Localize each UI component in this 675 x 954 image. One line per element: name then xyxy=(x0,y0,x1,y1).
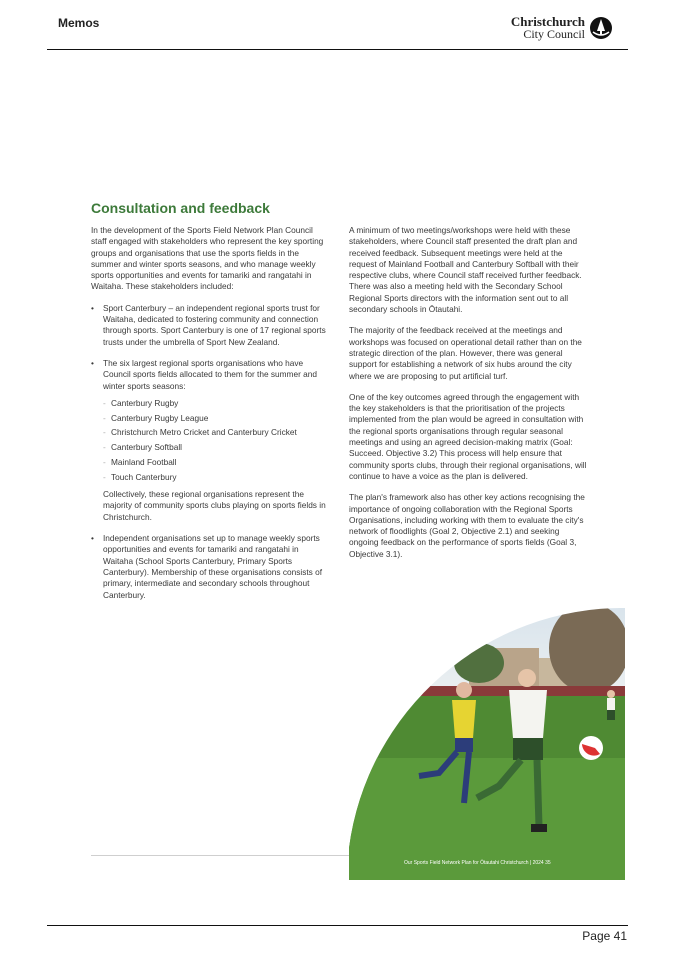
stakeholder-list xyxy=(91,303,326,601)
memo-header-title: Memos xyxy=(58,16,100,30)
footer-page-rule xyxy=(47,925,628,926)
bullet-text: Sport Canterbury – an independent regional sports trust for Waitaha, dedicated to fostering community and connection through sports. Sport Canterbury is one of 17 regional sports trusts under the umbrella of Sport New Zealand. xyxy=(103,302,326,347)
org-item: - Canterbury Softball xyxy=(103,442,326,453)
paragraph: One of the key outcomes agreed through the engagement with the key stakeholders is that the prioritisation of the projects implemented from the plan would be agreed in consultation with the regional sports organisations through regular seasonal meetings and using an agreed decision-making matrix (Goal: Succeed. Objective 3.2) This process will help ensure that community sports clubs, through their regional organisations, will continue to have a voice as the plan is delivered. xyxy=(349,391,587,481)
bullet-text: The six largest regional sports organisations who have Council sports fields allocated to them for the summer and winter sports seasons: xyxy=(103,357,317,391)
council-logo xyxy=(511,16,613,40)
logo-line-2: City Council xyxy=(523,27,585,41)
list-item xyxy=(91,303,326,348)
header-rule xyxy=(47,49,628,50)
paragraph: A minimum of two meetings/workshops were held with these stakeholders, where Council staff presented the draft plan and received feedback. Subsequent meetings were held at the request of Mainland Football and Canterbury Softball with their respective clubs, where Council staff received further feedback. There was also a meeting held with the Secondary School Regional Sports directors with the information sent out to all secondary schools in Ōtautahi. xyxy=(349,225,582,315)
page-number: Page 41 xyxy=(582,929,627,943)
org-item: - Touch Canterbury xyxy=(103,472,326,483)
left-column xyxy=(91,225,326,611)
section-title: Consultation and feedback xyxy=(91,200,270,216)
footer-rule xyxy=(91,855,349,856)
bullet-followup: Collectively, these regional organisations represent the majority of community sports clubs playing on sports fields in Christchurch. xyxy=(103,489,326,522)
right-column xyxy=(349,225,587,570)
paragraph: The plan's framework also has other key actions recognising the importance of ongoing collaboration with the Regional Sports Organisations, including working with them to evaluate the city's network of floodlights (Goal 2, Objective 2.1) and seeking ongoing feedback on the performance of sports fields (Goal 3, Objective 3.1). xyxy=(349,492,585,559)
paragraph: The majority of the feedback received at the meetings and workshops was focused on operational detail rather than on the strategic direction of the plan. However, there was general support for establishing a network of six hubs around the city where we are proposing to put artificial turf. xyxy=(349,325,582,381)
org-item: - Christchurch Metro Cricket and Canterbury Cricket xyxy=(103,427,326,438)
intro-paragraph: In the development of the Sports Field Network Plan Council staff engaged with stakeholders who represent the key sporting groups and organisations that use the sports fields in the summer and winter sports seasons, and who manage weekly sports opportunities and events for tamariki and rangatahi in Waitaha. These stakeholders included: xyxy=(91,225,324,292)
logo-line-1: Christchurch xyxy=(510,14,585,29)
org-list xyxy=(103,398,326,483)
bullet-text: Independent organisations set up to manage weekly sports opportunities and events for tamariki and rangatahi in Waitaha (School Sports Canterbury, Primary Sports Canterbury). Membership of these organisations consists of primary, intermediate and secondary schools throughout Canterbury. xyxy=(103,533,323,600)
council-emblem-icon xyxy=(589,16,613,40)
org-item: - Canterbury Rugby League xyxy=(103,413,326,424)
report-footer: Our Sports Field Network Plan for Ōtautahi Christchurch | 2024 35 xyxy=(404,860,551,866)
list-item xyxy=(91,533,326,601)
sports-photo xyxy=(349,608,625,880)
org-item: - Mainland Football xyxy=(103,457,326,468)
football-players-image xyxy=(349,608,625,880)
org-item: - Canterbury Rugby xyxy=(103,398,326,409)
list-item xyxy=(91,358,326,523)
